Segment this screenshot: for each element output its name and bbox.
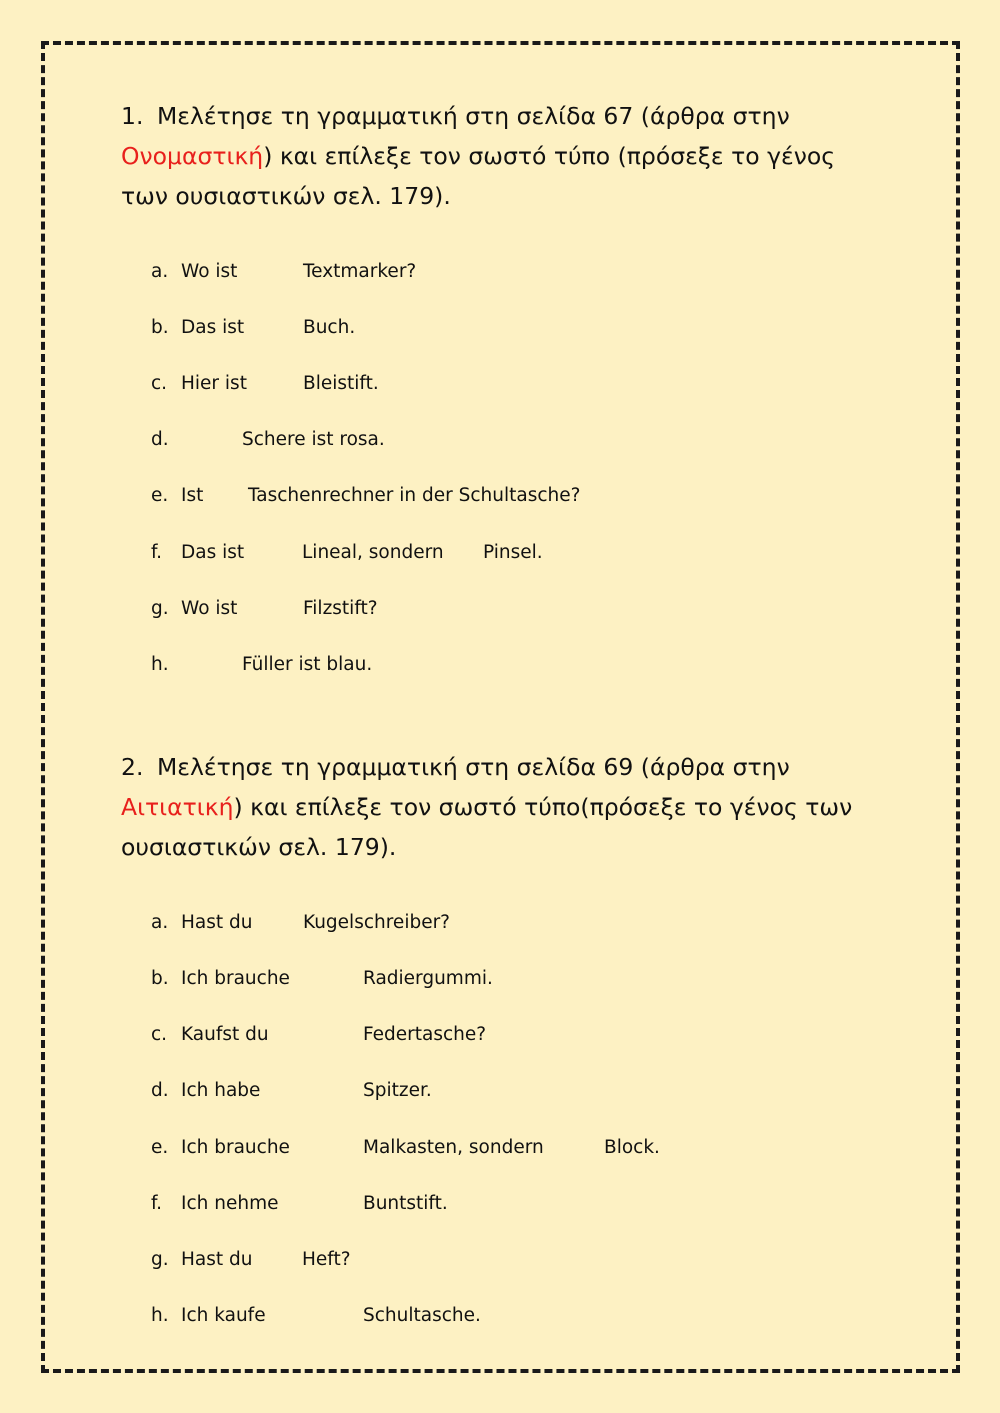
item-text: Bleistift.	[303, 373, 379, 394]
item-letter: d.	[151, 1080, 169, 1101]
item-text: Wo ist	[181, 598, 238, 619]
item-text: Ich brauche	[181, 1137, 290, 1158]
item-text: Buntstift.	[363, 1193, 448, 1214]
question-1-text-after: ) και επίλεξε τον σωστό τύπο (πρόσεξε το γένος	[263, 142, 835, 170]
item-letter: e.	[151, 1137, 169, 1158]
question-2-line-1	[121, 747, 881, 787]
question-1-line-3: των ουσιαστικών σελ. 179).	[121, 182, 451, 210]
item-text: Schultasche.	[363, 1305, 481, 1326]
item-letter: a.	[151, 912, 169, 933]
item-text: Hast du	[181, 912, 253, 933]
item-text: Pinsel.	[483, 542, 543, 563]
item-text: Federtasche?	[363, 1024, 487, 1045]
item-letter: d.	[151, 429, 169, 450]
question-2-line-3: ουσιαστικών σελ. 179).	[121, 833, 397, 861]
item-text: Filzstift?	[303, 598, 378, 619]
question-2-text-after: ) και επίλεξε τον σωστό τύπο(πρόσεξε το γένος των	[233, 793, 853, 821]
question-2-instructions	[121, 747, 881, 867]
question-1-line-2	[121, 136, 881, 176]
question-1-highlight: Ονομαστική	[121, 142, 264, 170]
item-text: Block.	[604, 1137, 660, 1158]
question-2-number: 2.	[121, 753, 144, 781]
item-text: Ich habe	[181, 1080, 261, 1101]
item-text: Ist	[181, 485, 204, 506]
question-1-number: 1.	[121, 102, 144, 130]
item-text: Hast du	[181, 1249, 253, 1270]
item-text: Ich brauche	[181, 968, 290, 989]
question-2-highlight: Αιτιατική	[121, 793, 234, 821]
item-letter: c.	[151, 1024, 168, 1045]
item-text: Das ist	[181, 542, 245, 563]
item-letter: e.	[151, 485, 169, 506]
item-letter: f.	[151, 1193, 163, 1214]
item-text: Malkasten, sondern	[363, 1137, 544, 1158]
item-letter: g.	[151, 598, 169, 619]
item-text: Heft?	[302, 1249, 351, 1270]
item-text: Kaufst du	[181, 1024, 269, 1045]
item-letter: a.	[151, 261, 169, 282]
item-text: Kugelschreiber?	[303, 912, 451, 933]
item-text: Hier ist	[181, 373, 247, 394]
item-text: Wo ist	[181, 261, 238, 282]
item-text: Textmarker?	[303, 261, 417, 282]
item-text: Buch.	[303, 317, 356, 338]
question-1-text-before: Μελέτησε τη γραμματική στη σελίδα 67 (άρθρα στην	[157, 102, 790, 130]
item-text: Ich kaufe	[181, 1305, 266, 1326]
item-letter: b.	[151, 968, 169, 989]
item-letter: f.	[151, 542, 163, 563]
item-text: Spitzer.	[363, 1080, 432, 1101]
item-letter: c.	[151, 373, 168, 394]
item-text: Schere ist rosa.	[242, 429, 385, 450]
dashed-border-frame	[41, 41, 960, 1373]
item-text: Radiergummi.	[363, 968, 493, 989]
item-text: Lineal, sondern	[302, 542, 444, 563]
question-1-line-1	[121, 96, 881, 136]
item-letter: g.	[151, 1249, 169, 1270]
question-2-text-before: Μελέτησε τη γραμματική στη σελίδα 69 (άρθρα στην	[157, 753, 790, 781]
item-letter: b.	[151, 317, 169, 338]
item-text: Ich nehme	[181, 1193, 279, 1214]
item-letter: h.	[151, 654, 169, 675]
item-text: Füller ist blau.	[242, 654, 373, 675]
item-text: Das ist	[181, 317, 245, 338]
question-1-instructions	[121, 96, 881, 216]
item-letter: h.	[151, 1305, 169, 1326]
item-text: Taschenrechner in der Schultasche?	[248, 485, 581, 506]
question-2-line-2	[121, 787, 881, 827]
